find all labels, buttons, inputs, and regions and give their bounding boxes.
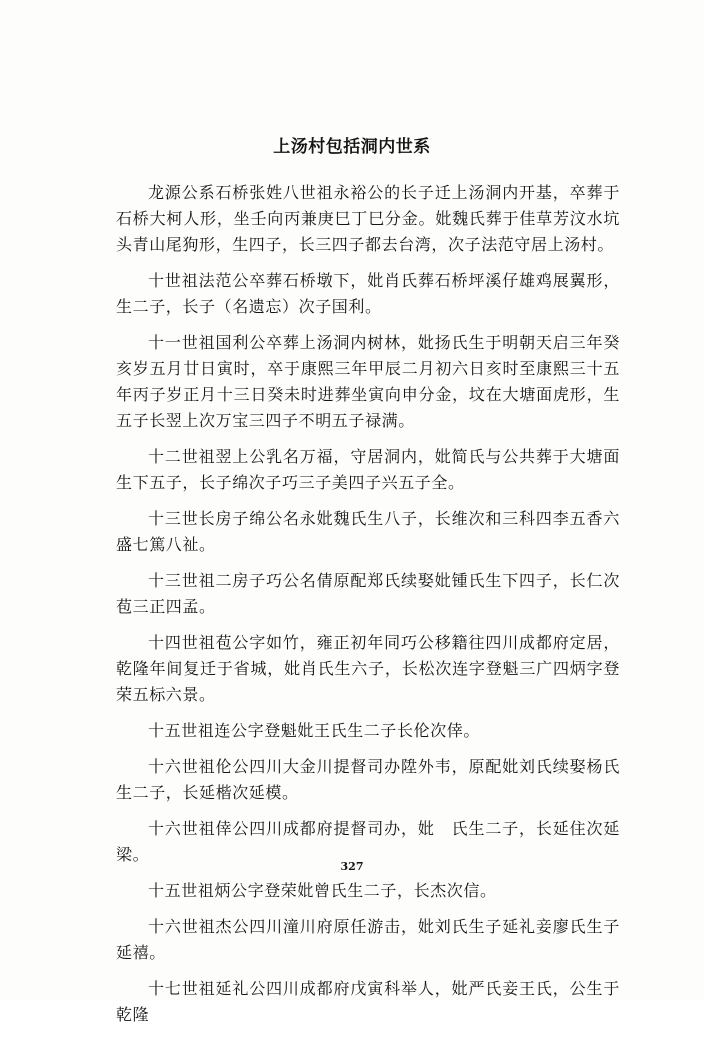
page-title: 上汤村包括洞内世系 bbox=[273, 137, 431, 157]
paragraph-12: 十六世祖杰公四川潼川府原任游击，妣刘氏生子延礼妾廖氏生子延禧。 bbox=[116, 917, 620, 962]
paragraph-9: 十六世祖伦公四川大金川提督司办陞外韦，原配妣刘氏续娶杨氏生二子，长延楷次延模。 bbox=[116, 757, 620, 802]
paragraph-8: 十五世祖连公字登魁妣王氏生二子长伦次倖。 bbox=[148, 721, 481, 740]
paragraph-5: 十三世长房子绵公名永妣魏氏生八子，长维次和三科四李五香六盛七篤八祉。 bbox=[116, 509, 620, 554]
paragraph-10: 十六世祖倖公四川成都府提督司办，妣 氏生二子，长延住次延梁。 bbox=[116, 819, 620, 864]
page-number: 327 bbox=[340, 860, 364, 873]
paragraph-13: 十七世祖延礼公四川成都府戊寅科举人，妣严氏妾王氏，公生于乾隆 bbox=[116, 979, 620, 1024]
paragraph-1: 龙源公系石桥张姓八世祖永裕公的长子迁上汤洞内开基，卒葬于石桥大柯人形，坐壬向丙兼庚巳丁巳分金。妣魏氏葬于佳草芳汶水坑头青山尾狗形，生四子，长三四子都去台湾，次子法范守居上汤村。 bbox=[116, 183, 620, 254]
paragraph-7: 十四世祖苞公字如竹，雍正初年同巧公移籍往四川成都府定居，乾隆年间复迁于省城，妣肖氏生六子，长松次连字登魁三广四炳字登荣五标六景。 bbox=[116, 633, 620, 704]
paragraph-6: 十三世祖二房子巧公名倩原配郑氏续娶妣锺氏生下四子，长仁次苞三正四孟。 bbox=[116, 571, 620, 616]
paragraph-3: 十一世祖国利公卒葬上汤洞内树林，妣扬氏生于明朝天启三年癸亥岁五月廿日寅时，卒于康熙三年甲辰二月初六日亥时至康熙三十五年丙子岁正月十三日癸未时进葬坐寅向申分金，坟在大塘面虎形，生五子长翌上次万宝三四子不明五子禄满。 bbox=[116, 333, 620, 430]
paragraph-2: 十世祖法范公卒葬石桥墩下，妣肖氏葬石桥坪溪仔雄鸡展翼形，生二子，长子（名遗忘）次子国利。 bbox=[116, 271, 620, 316]
paragraph-11: 十五世祖炳公字登荣妣曾氏生二子，长杰次信。 bbox=[148, 881, 497, 900]
paragraph-4: 十二世祖翌上公乳名万福，守居洞内，妣简氏与公共葬于大塘面生下五子，长子绵次子巧三子美四子兴五子全。 bbox=[116, 447, 620, 492]
genealogy-text bbox=[116, 180, 620, 1038]
